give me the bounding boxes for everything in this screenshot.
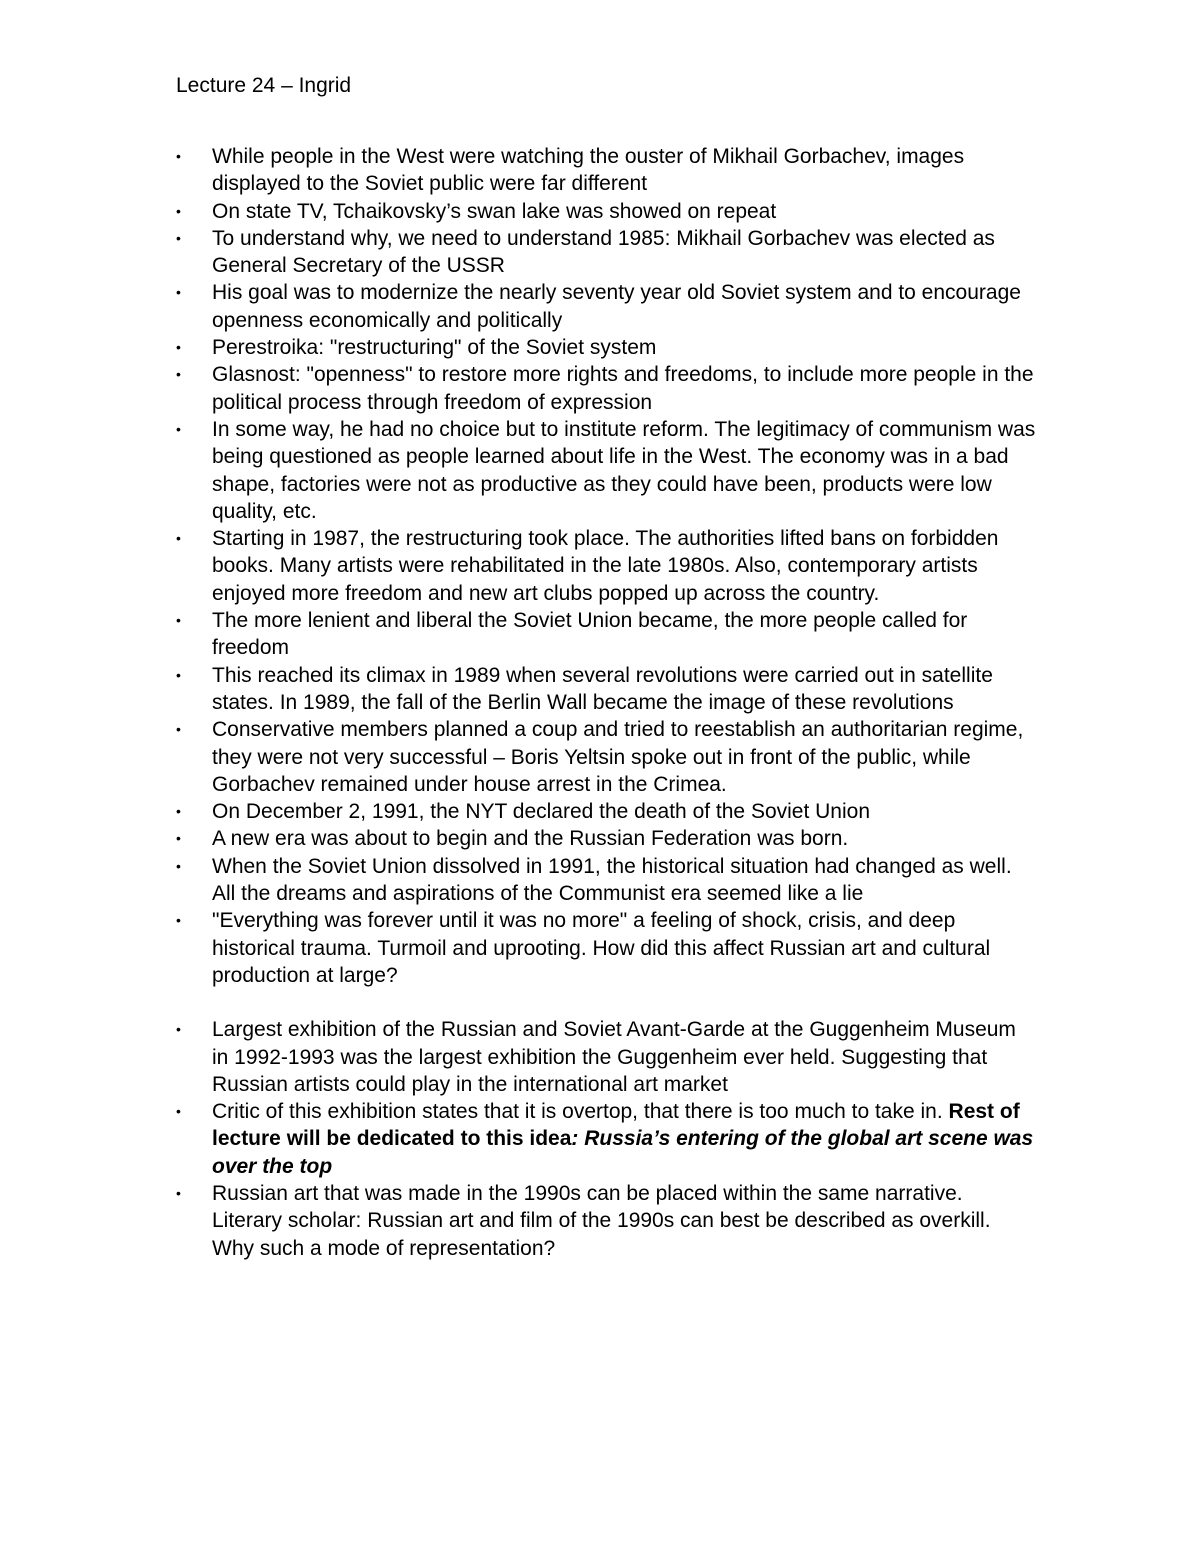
- page-title: Lecture 24 – Ingrid: [176, 74, 352, 97]
- list-item-text: Starting in 1987, the restructuring took place. The authorities lifted bans on forbidden books. Many artists were rehabilitated in the late 1980s. Also, contemporary artists enjoyed more freedom and new art clubs popped up across the country.: [212, 527, 999, 605]
- bullet-icon: •: [176, 912, 181, 929]
- list-item: [176, 143, 1036, 198]
- list-item: [176, 198, 1036, 225]
- list-item: [176, 225, 1036, 280]
- emphasis-bold-italic-text: : Russia’s entering of the global art scene was over the top: [212, 1127, 1034, 1178]
- list-item: [176, 853, 1036, 908]
- list-item-text: Russian art that was made in the 1990s can be placed within the same narrative. Literary scholar: Russian art and film of the 1990s can best be described as overkill. Why such a mode of representation?: [212, 1181, 991, 1260]
- list-item: [176, 716, 1036, 798]
- list-item-text: When the Soviet Union dissolved in 1991, the historical situation had changed as well. All the dreams and aspirations of the Communist era seemed like a lie: [212, 854, 1012, 906]
- lecture-notes-list: [176, 143, 1036, 1262]
- list-item: [176, 907, 1036, 989]
- bullet-icon: •: [176, 229, 181, 246]
- bullet-icon: •: [176, 1021, 181, 1038]
- emphasis-bold-text: Rest of lecture will be dedicated to this idea: [212, 1100, 1020, 1151]
- list-item-text: To understand why, we need to understand 1985: Mikhail Gorbachev was elected as General Secretary of the USSR: [212, 226, 995, 278]
- list-item: [176, 825, 1036, 852]
- list-item-text: The more lenient and liberal the Soviet Union became, the more people called for freedom: [212, 609, 968, 660]
- list-item-text: Critic of this exhibition states that it is overtop, that there is too much to take in.: [212, 1100, 949, 1124]
- bullet-icon: •: [176, 721, 181, 738]
- list-item: [176, 1016, 1036, 1098]
- document-page: [176, 72, 1036, 1262]
- list-item-text: Conservative members planned a coup and tried to reestablish an authoritarian regime, they were not very successful – Boris Yeltsin spoke out in front of the public, while Gorbachev remained under house arrest in the Crimea.: [212, 718, 1024, 796]
- list-item: [176, 361, 1036, 416]
- list-item: [176, 416, 1036, 525]
- bullet-icon: •: [176, 857, 181, 874]
- bullet-icon: •: [176, 202, 181, 219]
- bullet-icon: •: [176, 1184, 181, 1201]
- list-item: [176, 1180, 1036, 1262]
- list-item: [176, 334, 1036, 361]
- list-item-text: A new era was about to begin and the Russian Federation was born.: [212, 827, 849, 851]
- bullet-icon: •: [176, 530, 181, 547]
- list-item: [176, 1098, 1036, 1180]
- bullet-icon: •: [176, 666, 181, 683]
- bullet-icon: •: [176, 803, 181, 820]
- list-item-text: On December 2, 1991, the NYT declared the death of the Soviet Union: [212, 800, 871, 824]
- list-item: [176, 798, 1036, 825]
- bullet-icon: •: [176, 1103, 181, 1120]
- list-item-text: While people in the West were watching the ouster of Mikhail Gorbachev, images displayed to the Soviet public were far different: [212, 145, 965, 196]
- list-item-text: "Everything was forever until it was no more" a feeling of shock, crisis, and deep historical trauma. Turmoil and uprooting. How did this affect Russian art and cultural production at large?: [212, 909, 991, 987]
- list-item: [176, 607, 1036, 662]
- list-item-text: Largest exhibition of the Russian and Soviet Avant-Garde at the Guggenheim Museum in 1992-1993 was the largest exhibition the Guggenheim ever held. Suggesting that Russian artists could play in the international art market: [212, 1018, 1016, 1096]
- list-item-text: On state TV, Tchaikovsky’s swan lake was showed on repeat: [212, 199, 777, 223]
- bullet-icon: •: [176, 148, 181, 164]
- bullet-icon: •: [176, 284, 181, 301]
- list-item-text: Perestroika: "restructuring" of the Soviet system: [212, 336, 657, 360]
- bullet-icon: •: [176, 339, 181, 356]
- list-item-text: This reached its climax in 1989 when several revolutions were carried out in satellite states. In 1989, the fall of the Berlin Wall became the image of these revolutions: [212, 663, 993, 714]
- list-item-text: In some way, he had no choice but to institute reform. The legitimacy of communism was being questioned as people learned about life in the West. The economy was in a bad shape, factories were not as productive as they could have been, products were low quality, etc.: [212, 417, 1036, 523]
- bullet-icon: •: [176, 366, 181, 383]
- list-item-text: His goal was to modernize the nearly seventy year old Soviet system and to encourage openness economically and politically: [212, 281, 1021, 332]
- list-item: [176, 525, 1036, 607]
- list-item: [176, 279, 1036, 334]
- bullet-icon: •: [176, 420, 181, 437]
- bullet-icon: •: [176, 612, 181, 629]
- list-item-text: Glasnost: "openness" to restore more rights and freedoms, to include more people in the political process through freedom of expression: [212, 363, 1034, 414]
- list-item: [176, 662, 1036, 717]
- bullet-icon: •: [176, 830, 181, 847]
